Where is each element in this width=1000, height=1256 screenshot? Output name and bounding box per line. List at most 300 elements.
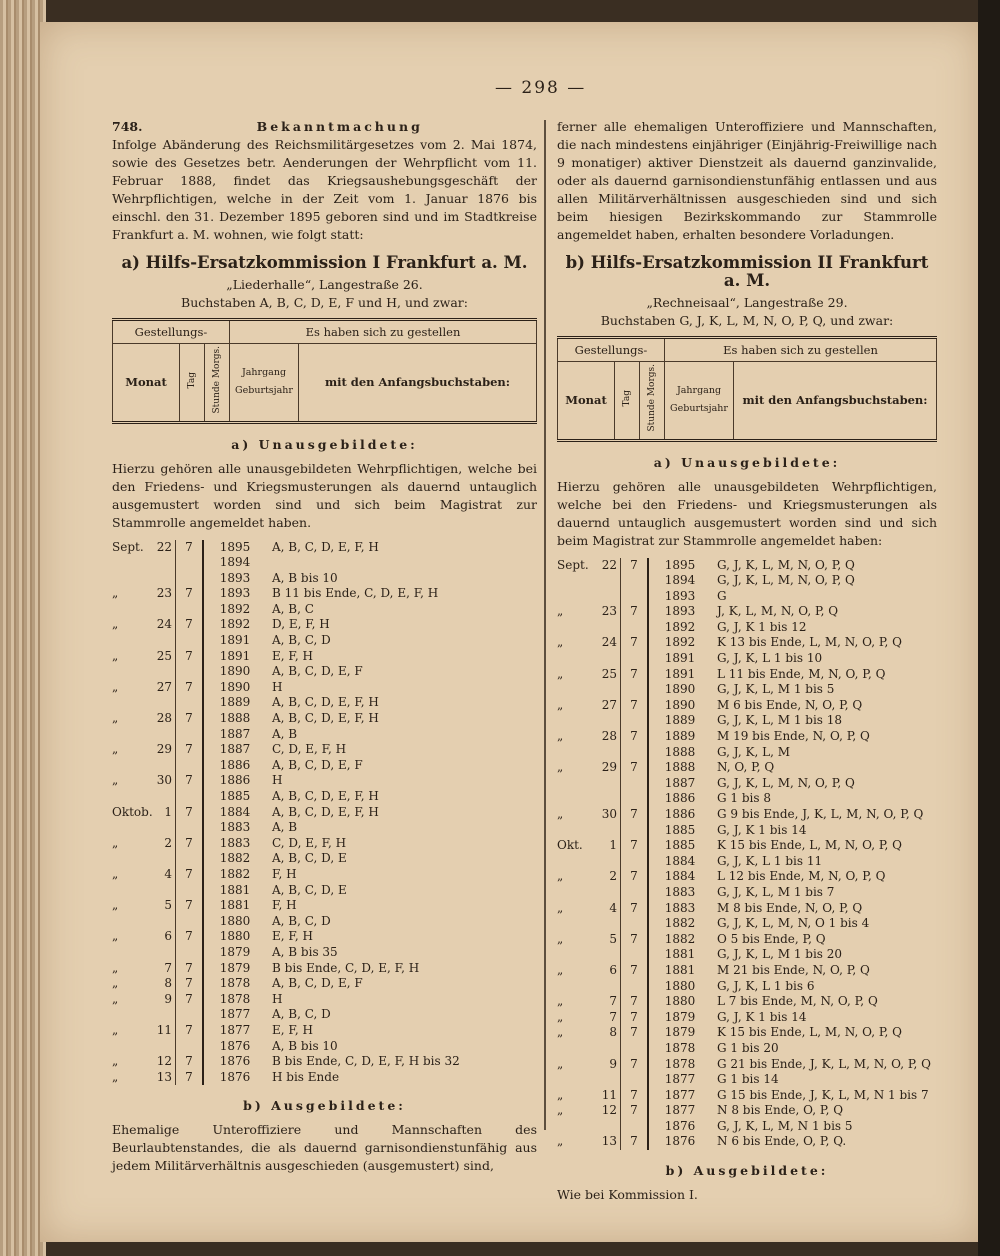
row-year: 1880 — [647, 979, 711, 995]
row-day — [595, 979, 621, 995]
row-month — [112, 945, 150, 961]
row-year: 1891 — [202, 649, 266, 665]
row-day — [595, 620, 621, 636]
row-year: 1879 — [202, 961, 266, 977]
row-year: 1877 — [202, 1023, 266, 1039]
row-letters: A, B bis 10 — [272, 570, 338, 585]
row-letters: K 15 bis Ende, L, M, N, O, P, Q — [717, 838, 903, 853]
left-column — [112, 118, 537, 1175]
announcement-heading: Bekanntmachung — [256, 119, 423, 134]
row-letters: G, J, K, L, M, N 1 bis 5 — [717, 1118, 853, 1133]
row-day — [150, 789, 176, 805]
table-row — [112, 836, 537, 852]
row-year: 1879 — [647, 1025, 711, 1041]
row-month — [557, 823, 595, 839]
row-year: 1893 — [202, 571, 266, 587]
header-tag: Tag — [187, 371, 197, 388]
row-year: 1889 — [202, 695, 266, 711]
table-row — [112, 1054, 537, 1070]
row-letters: A, B, C, D, E, F, H — [272, 711, 379, 726]
row-day: 24 — [150, 617, 176, 633]
row-month — [557, 1041, 595, 1057]
row-year: 1880 — [202, 914, 266, 930]
row-hour: 7 — [185, 835, 193, 850]
row-year: 1880 — [202, 929, 266, 945]
row-month: Okt. — [557, 838, 583, 853]
row-month — [557, 573, 595, 589]
table-row — [557, 947, 937, 963]
row-letters: A, B, C, D, E, F, H — [272, 695, 379, 710]
row-day: 22 — [150, 540, 176, 556]
row-year: 1876 — [202, 1054, 266, 1070]
table-row — [112, 976, 537, 992]
row-letters: J, K, L, M, N, O, P, Q — [717, 604, 839, 619]
row-year: 1878 — [202, 976, 266, 992]
row-day — [150, 1007, 176, 1023]
table-row — [557, 1072, 937, 1088]
row-letters: G 1 bis 20 — [717, 1040, 779, 1055]
table-row — [557, 901, 937, 917]
commission-place: „Liederhalle“, Langestraße 26. — [226, 277, 423, 292]
row-hour: 7 — [185, 742, 193, 757]
table-row — [557, 916, 937, 932]
table-row — [557, 963, 937, 979]
row-hour: 7 — [630, 994, 638, 1009]
row-year: 1882 — [202, 851, 266, 867]
table-row — [557, 604, 937, 620]
row-hour: 7 — [630, 931, 638, 946]
row-hour: 7 — [630, 838, 638, 853]
row-day: 7 — [595, 1010, 621, 1026]
row-year: 1886 — [647, 807, 711, 823]
row-day — [595, 589, 621, 605]
row-hour: 7 — [630, 900, 638, 915]
header-jahrgang: Jahrgang Geburtsjahr — [665, 362, 734, 441]
table-row — [112, 571, 537, 587]
row-hour — [621, 651, 647, 667]
row-letters: H bis Ende — [272, 1069, 340, 1084]
row-day: 7 — [595, 994, 621, 1010]
row-month — [112, 820, 150, 836]
row-hour — [176, 851, 202, 867]
row-letters: G 1 bis 14 — [717, 1072, 779, 1087]
row-hour — [621, 1041, 647, 1057]
row-year: 1878 — [647, 1057, 711, 1073]
row-year: 1885 — [202, 789, 266, 805]
row-month — [557, 713, 595, 729]
table-row — [112, 664, 537, 680]
row-day — [150, 664, 176, 680]
table-row — [112, 898, 537, 914]
row-day: 2 — [595, 869, 621, 885]
row-hour: 7 — [185, 1069, 193, 1084]
table-row — [112, 742, 537, 758]
row-month: „ — [112, 1069, 119, 1084]
row-day: 6 — [150, 929, 176, 945]
row-year: 1888 — [202, 711, 266, 727]
table-row — [557, 854, 937, 870]
row-hour — [176, 633, 202, 649]
table-row — [557, 745, 937, 761]
table-row — [112, 617, 537, 633]
row-day — [595, 854, 621, 870]
continuation-paragraph: ferner alle ehemaligen Unteroffiziere und Mannschaften, die nach mindestens einjähriger (Einjährig-Freiwillige nach 9 monatiger) aktiver Dienstzeit als dauernd ganzinvalide, oder als dauernd garnisondienstunfähig entlassen und aus allen Militärverhältnissen ausgeschieden sind und sich beim hiesigen Bezirkskommando zur Stammrolle angemeldet haben, erhalten besondere Vorladungen. — [557, 119, 937, 242]
unausgebildete-title: a) Unausgebildete: — [653, 454, 841, 470]
header-jahrgang: Jahrgang Geburtsjahr — [230, 344, 299, 423]
row-month: „ — [557, 604, 564, 619]
table-row — [557, 1010, 937, 1026]
row-day — [150, 945, 176, 961]
row-day: 9 — [150, 992, 176, 1008]
row-year: 1887 — [202, 727, 266, 743]
row-letters: A, B, C, D, E, F — [272, 757, 363, 772]
row-year: 1883 — [202, 836, 266, 852]
row-hour: 7 — [185, 1054, 193, 1069]
row-month — [557, 979, 595, 995]
row-letters: G, J, K, L, M, N, O, P, Q — [717, 557, 855, 572]
row-hour — [621, 776, 647, 792]
row-year: 1881 — [647, 963, 711, 979]
row-hour: 7 — [185, 804, 193, 819]
schedule-header — [112, 318, 537, 424]
row-month — [112, 633, 150, 649]
row-year: 1891 — [647, 667, 711, 683]
row-hour — [176, 555, 202, 571]
row-letters: G, J, K, L, M — [717, 744, 791, 759]
row-day: 23 — [150, 586, 176, 602]
table-row — [557, 776, 937, 792]
commission-title: b) Hilfs-Ersatzkommission II Frankfurt a. M. — [565, 253, 929, 290]
table-row — [112, 773, 537, 789]
row-hour: 7 — [630, 666, 638, 681]
row-letters: N 8 bis Ende, O, P, Q — [717, 1103, 844, 1118]
row-month: „ — [557, 1056, 564, 1071]
row-hour: 7 — [630, 604, 638, 619]
row-hour — [176, 727, 202, 743]
header-monat: Monat — [113, 344, 180, 423]
row-letters: G, J, K, L, M 1 bis 5 — [717, 682, 835, 697]
header-tag: Tag — [622, 389, 632, 406]
table-row — [112, 602, 537, 618]
row-year: 1879 — [647, 1010, 711, 1026]
row-letters: M 19 bis Ende, N, O, P, Q — [717, 729, 870, 744]
intro-paragraph: Infolge Abänderung des Reichsmilitärgesetzes vom 2. Mai 1874, sowie des Gesetzes betr. Aenderungen der Wehrpflicht vom 11. Februar 1888, findet das Kriegsaushebungsgeschäft der Wehrpflichtigen, welche in der Zeit vom 1. Januar 1876 bis einschl. den 31. Dezember 1895 geboren sind und im Stadtkreise Frankfurt a. M. wohnen, wie folgt statt: — [112, 137, 537, 242]
row-year: 1884 — [202, 805, 266, 821]
row-day — [595, 916, 621, 932]
row-day — [150, 851, 176, 867]
row-day — [150, 602, 176, 618]
unausgebildete-text: Hierzu gehören alle unausgebildeten Wehrpflichtigen, welche bei den Friedens- und Kriegsmusterungen als dauernd untauglich ausgemustert worden sind und sich beim Magistrat zur Stammrolle angemeldet haben: — [557, 478, 937, 548]
row-letters: F, H — [272, 898, 297, 913]
table-row — [112, 540, 537, 556]
row-day: 1 — [595, 838, 621, 854]
row-month — [557, 1119, 595, 1135]
row-year: 1892 — [202, 602, 266, 618]
row-day — [595, 651, 621, 667]
row-day: 29 — [150, 742, 176, 758]
row-year: 1891 — [647, 651, 711, 667]
row-year: 1892 — [647, 635, 711, 651]
row-hour: 7 — [185, 586, 193, 601]
row-letters: N 6 bis Ende, O, P, Q. — [717, 1134, 847, 1149]
row-month: „ — [557, 994, 564, 1009]
row-letters: H — [272, 679, 283, 694]
row-year: 1890 — [202, 680, 266, 696]
row-year: 1890 — [647, 682, 711, 698]
row-letters: G — [717, 588, 727, 603]
row-letters: E, F, H — [272, 648, 313, 663]
row-year: 1893 — [202, 586, 266, 602]
commission-letters: Buchstaben G, J, K, L, M, N, O, P, Q, und zwar: — [600, 313, 894, 328]
announcement-number: 748. — [112, 119, 143, 134]
row-year: 1889 — [647, 729, 711, 745]
row-month — [557, 885, 595, 901]
row-hour — [176, 1007, 202, 1023]
row-hour — [621, 573, 647, 589]
row-year: 1882 — [647, 932, 711, 948]
row-hour — [621, 1119, 647, 1135]
table-row — [112, 586, 537, 602]
table-row — [112, 1070, 537, 1086]
row-day — [595, 1072, 621, 1088]
row-day — [595, 776, 621, 792]
header-gestellung: Gestellungs- — [558, 338, 665, 362]
header-anfang: mit den Anfangsbuchstaben: — [299, 344, 537, 423]
table-row — [557, 1041, 937, 1057]
row-hour — [176, 883, 202, 899]
row-day — [595, 1119, 621, 1135]
row-month: „ — [112, 960, 119, 975]
row-letters: A, B — [272, 820, 298, 835]
schedule-header — [557, 336, 937, 442]
row-year: 1893 — [647, 589, 711, 605]
row-year: 1882 — [647, 916, 711, 932]
row-letters — [266, 555, 537, 571]
row-day: 9 — [595, 1057, 621, 1073]
row-month: „ — [557, 666, 564, 681]
row-hour — [621, 947, 647, 963]
row-day: 5 — [595, 932, 621, 948]
row-hour — [621, 713, 647, 729]
row-letters: H — [272, 991, 283, 1006]
row-hour: 7 — [185, 991, 193, 1006]
row-hour — [176, 820, 202, 836]
table-row — [112, 929, 537, 945]
row-month: Oktob. — [112, 804, 153, 819]
row-month: „ — [557, 869, 564, 884]
row-day: 12 — [150, 1054, 176, 1070]
row-month — [112, 789, 150, 805]
table-row — [557, 1134, 937, 1150]
row-hour: 7 — [630, 1087, 638, 1102]
row-month: „ — [112, 617, 119, 632]
row-day — [150, 758, 176, 774]
row-year: 1877 — [647, 1072, 711, 1088]
table-row — [112, 961, 537, 977]
row-month — [112, 1039, 150, 1055]
row-year: 1890 — [202, 664, 266, 680]
row-letters: N, O, P, Q — [717, 760, 775, 775]
ausgebildete-text: Ehemalige Unteroffiziere und Mannschaften des Beurlaubtenstandes, die als dauernd garnisondienstunfähig aus jedem Militärverhältnis ausgeschieden (ausgemustert) sind, — [112, 1122, 537, 1174]
row-year: 1879 — [202, 945, 266, 961]
table-row — [557, 573, 937, 589]
row-year: 1883 — [647, 901, 711, 917]
row-day: 30 — [595, 807, 621, 823]
row-day: 13 — [595, 1134, 621, 1150]
row-letters: M 8 bis Ende, N, O, P, Q — [717, 900, 863, 915]
commission-title: a) Hilfs-Ersatzkommission I Frankfurt a. M. — [121, 253, 528, 272]
row-hour — [621, 885, 647, 901]
row-hour — [621, 791, 647, 807]
page-number: — 298 — — [495, 78, 587, 98]
commission-letters: Buchstaben A, B, C, D, E, F und H, und zwar: — [181, 295, 468, 310]
row-month: „ — [112, 586, 119, 601]
row-day: 25 — [595, 667, 621, 683]
header-stunde: Stunde Morgs. — [212, 346, 222, 414]
row-hour: 7 — [630, 869, 638, 884]
right-column — [557, 118, 937, 1204]
row-letters: E, F, H — [272, 1022, 313, 1037]
row-month: „ — [112, 929, 119, 944]
row-year: 1876 — [647, 1134, 711, 1150]
row-letters: G, J, K, L, M 1 bis 7 — [717, 884, 835, 899]
row-year: 1882 — [202, 867, 266, 883]
row-month — [112, 851, 150, 867]
row-hour — [176, 758, 202, 774]
table-row — [112, 867, 537, 883]
row-letters: G, J, K, L 1 bis 11 — [717, 853, 823, 868]
row-letters: G, J, K, L, M 1 bis 20 — [717, 947, 843, 962]
table-row — [557, 791, 937, 807]
row-letters: A, B, C, D, E, F, H — [272, 789, 379, 803]
row-year: 1877 — [202, 1007, 266, 1023]
table-row — [557, 838, 937, 854]
row-letters: L 12 bis Ende, M, N, O, P, Q — [717, 869, 886, 884]
row-year: 1892 — [647, 620, 711, 636]
row-letters: A, B, C, D, E — [272, 882, 347, 897]
row-hour — [621, 979, 647, 995]
row-month: „ — [112, 1022, 119, 1037]
row-month — [112, 571, 150, 587]
table-row — [557, 1103, 937, 1119]
table-row — [112, 914, 537, 930]
row-month — [557, 745, 595, 761]
row-month: „ — [557, 1103, 564, 1118]
row-month — [557, 682, 595, 698]
ausgebildete-title: b) Ausgebildete: — [243, 1098, 406, 1114]
row-month: Sept. — [557, 557, 589, 572]
row-letters: B bis Ende, C, D, E, F, H bis 32 — [272, 1054, 460, 1069]
table-row — [112, 992, 537, 1008]
table-row — [557, 994, 937, 1010]
row-hour — [621, 916, 647, 932]
row-letters: G, J, K 1 bis 12 — [717, 619, 807, 634]
row-day — [595, 745, 621, 761]
row-month — [557, 916, 595, 932]
row-day: 11 — [595, 1088, 621, 1104]
table-row — [557, 729, 937, 745]
row-hour: 7 — [185, 898, 193, 913]
row-day: 13 — [150, 1070, 176, 1086]
row-year: 1876 — [202, 1039, 266, 1055]
header-stunde: Stunde Morgs. — [647, 364, 657, 432]
row-letters: K 15 bis Ende, L, M, N, O, P, Q — [717, 1025, 903, 1040]
row-hour — [176, 695, 202, 711]
row-year: 1881 — [202, 898, 266, 914]
row-letters: G, J, K, L, M, N, O, P, Q — [717, 573, 855, 588]
row-letters: B 11 bis Ende, C, D, E, F, H — [272, 586, 439, 601]
row-year: 1888 — [647, 745, 711, 761]
row-letters: H — [272, 773, 283, 788]
row-year: 1893 — [647, 604, 711, 620]
table-row — [112, 555, 537, 571]
row-year: 1876 — [202, 1070, 266, 1086]
row-year: 1886 — [647, 791, 711, 807]
table-row — [112, 1023, 537, 1039]
row-letters: C, D, E, F, H — [272, 835, 347, 850]
row-hour: 7 — [630, 557, 638, 572]
row-month — [557, 776, 595, 792]
row-year: 1887 — [647, 776, 711, 792]
row-letters: G, J, K, L 1 bis 6 — [717, 978, 815, 993]
unausgebildete-title: a) Unausgebildete: — [231, 436, 418, 452]
row-hour: 7 — [630, 635, 638, 650]
header-anfang: mit den Anfangsbuchstaben: — [734, 362, 937, 441]
row-day: 11 — [150, 1023, 176, 1039]
row-year: 1877 — [647, 1088, 711, 1104]
row-month — [557, 651, 595, 667]
row-year: 1880 — [647, 994, 711, 1010]
table-row — [112, 727, 537, 743]
row-hour — [621, 854, 647, 870]
row-hour: 7 — [630, 1103, 638, 1118]
row-month — [112, 1007, 150, 1023]
row-day: 25 — [150, 649, 176, 665]
row-hour — [621, 745, 647, 761]
row-year: 1894 — [202, 555, 266, 571]
row-day: 12 — [595, 1103, 621, 1119]
row-year: 1877 — [647, 1103, 711, 1119]
row-month — [557, 791, 595, 807]
row-year: 1885 — [647, 823, 711, 839]
row-month — [112, 602, 150, 618]
row-day: 23 — [595, 604, 621, 620]
row-day: 29 — [595, 760, 621, 776]
row-hour — [176, 571, 202, 587]
row-letters: D, E, F, H — [272, 617, 330, 632]
row-letters: A, B, C, D, E, F, H — [272, 539, 379, 554]
row-hour: 7 — [185, 976, 193, 991]
row-hour — [176, 1039, 202, 1055]
table-row — [557, 682, 937, 698]
row-month: „ — [557, 1134, 564, 1149]
row-day — [595, 573, 621, 589]
row-letters: A, B, C, D — [272, 913, 331, 928]
row-letters: A, B bis 10 — [272, 1038, 338, 1053]
row-month — [112, 914, 150, 930]
row-letters: M 21 bis Ende, N, O, P, Q — [717, 962, 870, 977]
row-hour: 7 — [185, 648, 193, 663]
row-day: 30 — [150, 773, 176, 789]
row-month: „ — [557, 760, 564, 775]
table-row — [112, 1039, 537, 1055]
row-hour — [621, 682, 647, 698]
row-hour: 7 — [185, 1022, 193, 1037]
row-day: 8 — [150, 976, 176, 992]
row-year: 1876 — [647, 1119, 711, 1135]
row-hour: 7 — [630, 1025, 638, 1040]
row-year: 1885 — [647, 838, 711, 854]
